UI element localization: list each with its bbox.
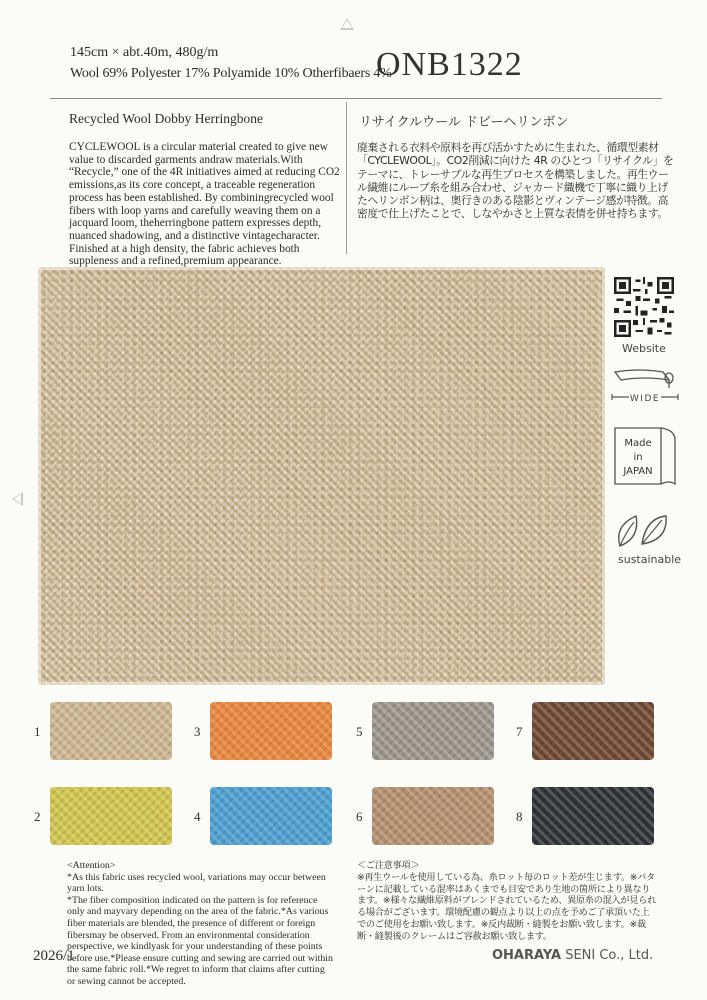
made-in-line2: in [633, 452, 643, 463]
swatch-number-1: 1 [34, 724, 41, 739]
sustainable-leaf-icon [612, 508, 670, 550]
wide-fabric-roll-icon [609, 366, 681, 414]
color-swatch-1[interactable] [50, 702, 172, 760]
color-swatch-4[interactable] [210, 787, 332, 845]
color-swatch-6[interactable] [372, 787, 494, 845]
product-title-en: Recycled Wool Dobby Herringbone [69, 111, 263, 126]
header-divider [50, 98, 662, 99]
company-name-rest: SENI Co., Ltd. [561, 948, 654, 963]
attention-en-line: *The fiber composition indicated on the pattern is for reference only and mayvary depending on the area of the fabric.*As various fiber materials are blended, the presence of different or foreign fibersmay be observed. From an environmental consideration perspective, we kindlyask for your understanding of these points before use.*Please ensure cutting and sewing are carried out within the same fabric roll.*We regret to inform that claims after cutting or sewing cannot be accepted. [67, 894, 333, 987]
swatch-number-5: 5 [356, 724, 363, 739]
main-fabric-swatch [38, 267, 605, 685]
color-swatch-2[interactable] [50, 787, 172, 845]
swatch-number-2: 2 [34, 809, 41, 824]
attention-jp-line: ※再生ウールを使用している為、糸ロット毎のロット差が生じます。※パターンに記載している混率はあくまでも目安であり生地の箇所により異なります。※様々な繊維原料がブレンドされているため、異原糸の混入が見られる場合がございます。環境配慮の観点より以上の点を予めご了承頂いた上でのご使用をお願い致します。※反内裁断・縫製をお願い致します。※裁断・縫製後のクレームはご容赦お願い致します。 [357, 871, 656, 942]
company-name [492, 948, 653, 963]
product-title-jp: リサイクルウール ドビーヘリンボン [359, 115, 569, 130]
color-swatch-7[interactable] [532, 702, 654, 760]
swatch-number-3: 3 [194, 724, 201, 739]
website-qr-icon[interactable] [614, 277, 674, 337]
attention-jp-line: ＜ご注意事項＞ [357, 860, 420, 871]
swatch-number-8: 8 [516, 809, 523, 824]
color-swatch-8[interactable] [532, 787, 654, 845]
company-name-bold: OHARAYA [492, 948, 562, 963]
attention-jp [357, 860, 657, 943]
issue-date: 2026/1 [33, 948, 75, 964]
description-en: CYCLEWOOL is a circular material created to give new value to discarded garments andraw materials.With “Recycle,” one of the 4R initiatives aimed at reducing CO2 emissions,as its core concept, a traceable regeneration process has been established. By combiningrecycled wool fibers with loop yarns and carefully weaving them on a jacquard loom, theherringbone pattern expresses depth, nuanced shadowing, and a distinctive vintagecharacter. Finished at a high density, the fabric achieves both suppleness and a refined,premium appearance. [69, 141, 340, 268]
made-in-japan-icon [609, 424, 681, 488]
made-in-line1: Made [624, 438, 652, 449]
sustainable-label: sustainable [618, 553, 682, 566]
width-length-weight: 145cm × abt.40m, 480g/m [70, 45, 219, 60]
swatch-number-6: 6 [356, 809, 363, 824]
wide-label: WIDE [629, 394, 661, 404]
description-jp: 廃棄される衣料や原料を再び活かすために生まれた、循環型素材「CYCLEWOOL」。CO2削減に向けた 4R のひとつ「リサイクル」をテーマに、トレーサブルな再生プロセスを構築しました。再生ウール繊維にループ糸を組み合わせ、ジャカード織機で丁寧に織り上げたヘリンボン柄は、奥行きのある陰影とヴィンテージ感が特徴。高密度で仕上げたことで、しなやかさと上質な表情を併せ持ちます。 [357, 141, 674, 221]
attention-en [67, 860, 335, 988]
swatch-number-4: 4 [194, 809, 201, 824]
color-swatch-5[interactable] [372, 702, 494, 760]
attention-en-line: *As this fabric uses recycled wool, variations may occur between yarn lots. [67, 871, 326, 895]
website-label: Website [622, 342, 666, 355]
registration-mark-top [340, 18, 354, 30]
registration-mark-left [12, 492, 23, 506]
made-in-line3: JAPAN [623, 466, 653, 477]
fiber-composition: Wool 69% Polyester 17% Polyamide 10% Otherfibaers 4% [70, 66, 392, 81]
product-code: ONB1322 [376, 46, 523, 83]
swatch-number-7: 7 [516, 724, 523, 739]
color-swatch-3[interactable] [210, 702, 332, 760]
attention-en-line: <Attention> [67, 860, 116, 871]
column-divider [346, 102, 347, 254]
